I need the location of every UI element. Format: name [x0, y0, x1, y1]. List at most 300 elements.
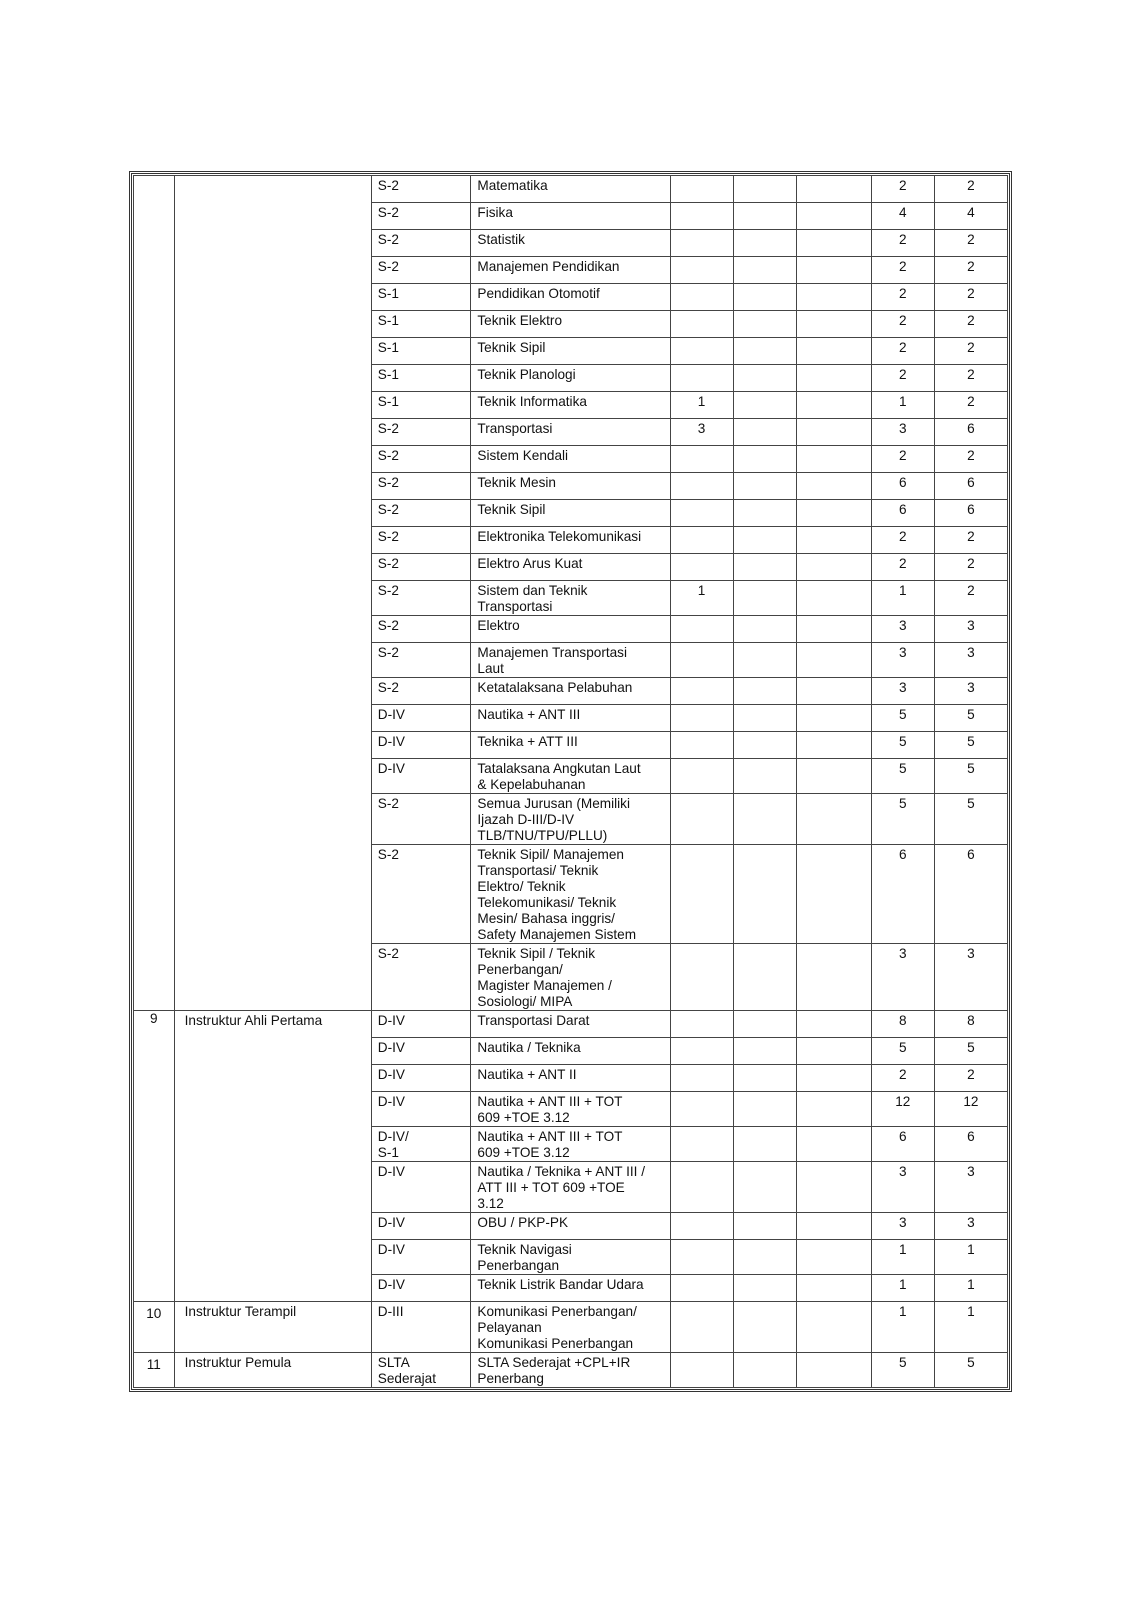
cell-total: [934, 1011, 1007, 1038]
cell-count-2: [733, 581, 796, 616]
cell-text: Instruktur Terampil: [184, 1304, 297, 1319]
cell-count-1: [670, 1038, 733, 1065]
cell-count-1: [670, 1127, 733, 1162]
cell-count-2: [733, 1038, 796, 1065]
cell-count-3: [796, 203, 871, 230]
cell-text: 3: [899, 946, 907, 961]
cell-count-2: [733, 1065, 796, 1092]
cell-education-level: [371, 311, 471, 338]
cell-major: [471, 1353, 670, 1388]
cell-total: [934, 203, 1007, 230]
cell-text: Manajemen Pendidikan: [477, 259, 620, 274]
cell-total: [934, 1127, 1007, 1162]
cell-major: [471, 419, 670, 446]
cell-text: 1: [899, 1277, 907, 1292]
cell-count-3: [796, 794, 871, 845]
cell-count-1: [670, 1213, 733, 1240]
cell-count-3: [796, 732, 871, 759]
cell-text: 2: [899, 340, 907, 355]
cell-text: 2: [967, 448, 975, 463]
cell-count-2: [733, 311, 796, 338]
cell-count-2: [733, 705, 796, 732]
cell-total: [934, 419, 1007, 446]
table-row: [134, 176, 1008, 203]
cell-total: [934, 759, 1007, 794]
cell-text: SLTA Sederajat: [377, 1355, 436, 1386]
cell-count-3: [796, 446, 871, 473]
cell-education-level: [371, 500, 471, 527]
cell-count-2: [733, 678, 796, 705]
cell-text: Semua Jurusan (Memiliki Ijazah D-III/D-IV TLB/TNU/TPU/PLLU): [477, 796, 630, 843]
cell-text: 1: [967, 1242, 975, 1257]
cell-total: [934, 554, 1007, 581]
cell-text: D-IV: [377, 1242, 405, 1257]
cell-count-4: [871, 176, 934, 203]
cell-count-1: [670, 176, 733, 203]
cell-text: 2: [899, 313, 907, 328]
cell-count-2: [733, 1302, 796, 1353]
cell-education-level: [371, 284, 471, 311]
cell-count-3: [796, 705, 871, 732]
cell-count-4: [871, 705, 934, 732]
cell-count-2: [733, 392, 796, 419]
cell-count-3: [796, 944, 871, 1011]
cell-text: 4: [899, 205, 907, 220]
cell-count-2: [733, 794, 796, 845]
cell-text: Transportasi Darat: [477, 1013, 590, 1028]
cell-count-4: [871, 257, 934, 284]
cell-total: [934, 643, 1007, 678]
cell-major: [471, 1011, 670, 1038]
cell-count-2: [733, 338, 796, 365]
table-row: [134, 1302, 1008, 1353]
cell-text: 1: [899, 1304, 907, 1319]
cell-count-4: [871, 1065, 934, 1092]
cell-text: D-IV: [377, 707, 405, 722]
cell-count-3: [796, 1065, 871, 1092]
cell-text: Nautika + ANT III + TOT 609 +TOE 3.12: [477, 1129, 623, 1160]
cell-text: 6: [899, 847, 907, 862]
cell-education-level: [371, 203, 471, 230]
cell-major: [471, 1275, 670, 1302]
cell-text: 8: [967, 1013, 975, 1028]
table-row: [134, 1011, 1008, 1038]
cell-text: 3: [899, 680, 907, 695]
cell-major: [471, 554, 670, 581]
cell-count-4: [871, 1275, 934, 1302]
cell-total: [934, 845, 1007, 944]
cell-text: 2: [967, 340, 975, 355]
cell-text: 2: [967, 286, 975, 301]
cell-text: Tatalaksana Angkutan Laut & Kepelabuhanan: [477, 761, 641, 792]
cell-text: 1: [899, 1242, 907, 1257]
cell-total: [934, 1240, 1007, 1275]
cell-text: 2: [899, 232, 907, 247]
cell-count-3: [796, 616, 871, 643]
cell-count-4: [871, 616, 934, 643]
cell-text: 5: [899, 761, 907, 776]
cell-education-level: [371, 678, 471, 705]
cell-text: 5: [899, 796, 907, 811]
cell-total: [934, 473, 1007, 500]
cell-total: [934, 311, 1007, 338]
cell-number: [134, 176, 175, 1011]
cell-count-4: [871, 554, 934, 581]
cell-count-2: [733, 1162, 796, 1213]
cell-education-level: [371, 1092, 471, 1127]
cell-text: Teknik Sipil: [477, 340, 546, 355]
cell-text: Statistik: [477, 232, 525, 247]
cell-count-2: [733, 944, 796, 1011]
cell-text: 6: [967, 502, 975, 517]
cell-education-level: [371, 446, 471, 473]
cell-major: [471, 732, 670, 759]
cell-count-2: [733, 1092, 796, 1127]
cell-count-3: [796, 419, 871, 446]
cell-count-2: [733, 257, 796, 284]
cell-count-3: [796, 1353, 871, 1388]
cell-major: [471, 794, 670, 845]
cell-text: 2: [899, 286, 907, 301]
cell-education-level: [371, 1065, 471, 1092]
cell-text: 5: [967, 796, 975, 811]
cell-text: Teknik Planologi: [477, 367, 576, 382]
table-row: [134, 1353, 1008, 1388]
cell-count-4: [871, 419, 934, 446]
cell-text: 3: [967, 1215, 975, 1230]
cell-text: 5: [899, 734, 907, 749]
cell-text: Elektronika Telekomunikasi: [477, 529, 642, 544]
cell-count-4: [871, 527, 934, 554]
cell-education-level: [371, 1240, 471, 1275]
cell-count-2: [733, 176, 796, 203]
cell-education-level: [371, 365, 471, 392]
cell-text: 3: [967, 1164, 975, 1179]
cell-count-1: [670, 1162, 733, 1213]
cell-education-level: [371, 643, 471, 678]
cell-total: [934, 1302, 1007, 1353]
cell-major: [471, 284, 670, 311]
cell-education-level: [371, 581, 471, 616]
cell-count-2: [733, 1011, 796, 1038]
cell-education-level: [371, 176, 471, 203]
cell-total: [934, 616, 1007, 643]
cell-major: [471, 446, 670, 473]
cell-major: [471, 1302, 670, 1353]
cell-count-1: [670, 473, 733, 500]
cell-major: [471, 311, 670, 338]
cell-major: [471, 527, 670, 554]
cell-position: [174, 1302, 371, 1353]
cell-text: D-IV: [377, 1215, 405, 1230]
cell-text: 5: [967, 761, 975, 776]
cell-count-1: [670, 527, 733, 554]
cell-text: Ketatalaksana Pelabuhan: [477, 680, 633, 695]
cell-text: S-2: [377, 583, 399, 598]
cell-education-level: [371, 794, 471, 845]
cell-text: 1: [899, 394, 907, 409]
cell-text: 2: [967, 394, 975, 409]
cell-total: [934, 944, 1007, 1011]
cell-total: [934, 732, 1007, 759]
cell-text: S-2: [377, 847, 399, 862]
cell-education-level: [371, 338, 471, 365]
cell-education-level: [371, 1038, 471, 1065]
cell-count-4: [871, 1092, 934, 1127]
cell-count-4: [871, 284, 934, 311]
cell-text: D-IV: [377, 1013, 405, 1028]
cell-major: [471, 1162, 670, 1213]
cell-total: [934, 284, 1007, 311]
cell-count-4: [871, 446, 934, 473]
cell-count-2: [733, 1275, 796, 1302]
cell-count-1: [670, 419, 733, 446]
cell-count-1: [670, 554, 733, 581]
cell-count-1: [670, 705, 733, 732]
cell-major: [471, 257, 670, 284]
cell-major: [471, 845, 670, 944]
cell-text: Instruktur Pemula: [184, 1355, 292, 1370]
cell-education-level: [371, 705, 471, 732]
cell-text: Nautika + ANT III: [477, 707, 581, 722]
cell-text: 2: [967, 556, 975, 571]
cell-major: [471, 176, 670, 203]
cell-major: [471, 1092, 670, 1127]
cell-text: 6: [967, 847, 975, 862]
cell-text: 2: [899, 529, 907, 544]
cell-text: 5: [967, 1040, 975, 1055]
cell-text: D-IV/ S-1: [377, 1129, 409, 1160]
cell-total: [934, 1038, 1007, 1065]
cell-text: D-IV: [377, 1277, 405, 1292]
cell-major: [471, 1127, 670, 1162]
cell-count-1: [670, 732, 733, 759]
cell-text: 3: [899, 618, 907, 633]
cell-total: [934, 230, 1007, 257]
cell-count-4: [871, 1240, 934, 1275]
cell-text: 5: [967, 1355, 975, 1370]
cell-text: 6: [899, 475, 907, 490]
cell-education-level: [371, 759, 471, 794]
cell-count-1: [670, 944, 733, 1011]
cell-count-4: [871, 473, 934, 500]
cell-total: [934, 678, 1007, 705]
cell-text: Matematika: [477, 178, 548, 193]
cell-text: S-2: [377, 946, 399, 961]
cell-count-2: [733, 230, 796, 257]
cell-total: [934, 1162, 1007, 1213]
cell-text: 12: [963, 1094, 979, 1109]
cell-text: Manajemen Transportasi Laut: [477, 645, 627, 676]
cell-text: 3: [967, 645, 975, 660]
cell-major: [471, 338, 670, 365]
cell-count-4: [871, 759, 934, 794]
cell-text: 2: [967, 583, 975, 598]
cell-count-1: [670, 1011, 733, 1038]
cell-text: S-2: [377, 178, 399, 193]
cell-count-4: [871, 311, 934, 338]
cell-text: 3: [899, 645, 907, 660]
cell-text: Teknik Sipil / Teknik Penerbangan/ Magister Manajemen / Sosiologi/ MIPA: [477, 946, 612, 1009]
cell-count-4: [871, 1162, 934, 1213]
cell-text: 2: [967, 529, 975, 544]
cell-count-3: [796, 230, 871, 257]
cell-major: [471, 473, 670, 500]
cell-text: Elektro: [477, 618, 520, 633]
cell-text: 6: [967, 421, 975, 436]
cell-text: S-2: [377, 259, 399, 274]
cell-count-4: [871, 392, 934, 419]
cell-count-3: [796, 1275, 871, 1302]
cell-count-1: [670, 284, 733, 311]
cell-text: 5: [899, 1355, 907, 1370]
cell-major: [471, 203, 670, 230]
cell-count-3: [796, 678, 871, 705]
cell-text: 3: [967, 618, 975, 633]
cell-education-level: [371, 1213, 471, 1240]
cell-text: S-1: [377, 340, 399, 355]
cell-text: Teknik Sipil/ Manajemen Transportasi/ Teknik Elektro/ Teknik Telekomunikasi/ Teknik Mesin/ Bahasa inggris/ Safety Manajemen Sistem: [477, 847, 637, 942]
cell-text: Elektro Arus Kuat: [477, 556, 583, 571]
cell-count-2: [733, 616, 796, 643]
cell-count-1: [670, 616, 733, 643]
cell-count-4: [871, 230, 934, 257]
cell-text: 9: [150, 1011, 158, 1026]
table-body: [134, 176, 1008, 1388]
cell-total: [934, 338, 1007, 365]
cell-count-2: [733, 365, 796, 392]
cell-text: Teknik Mesin: [477, 475, 556, 490]
cell-count-4: [871, 845, 934, 944]
cell-total: [934, 500, 1007, 527]
cell-text: 2: [967, 259, 975, 274]
cell-total: [934, 1065, 1007, 1092]
cell-text: S-1: [377, 394, 399, 409]
cell-count-1: [670, 311, 733, 338]
cell-count-3: [796, 1302, 871, 1353]
cell-count-4: [871, 1011, 934, 1038]
cell-count-1: [670, 338, 733, 365]
cell-number: [134, 1353, 175, 1388]
cell-count-4: [871, 794, 934, 845]
cell-major: [471, 1065, 670, 1092]
cell-major: [471, 230, 670, 257]
cell-count-1: [670, 1353, 733, 1388]
cell-count-1: [670, 1092, 733, 1127]
cell-count-2: [733, 643, 796, 678]
cell-text: 3: [967, 680, 975, 695]
cell-major: [471, 643, 670, 678]
document-table-frame: [129, 171, 1012, 1392]
cell-major: [471, 581, 670, 616]
cell-major: [471, 1240, 670, 1275]
cell-total: [934, 176, 1007, 203]
cell-count-2: [733, 203, 796, 230]
cell-count-3: [796, 284, 871, 311]
cell-count-4: [871, 1213, 934, 1240]
cell-count-1: [670, 446, 733, 473]
cell-text: Fisika: [477, 205, 513, 220]
cell-text: Teknik Sipil: [477, 502, 546, 517]
cell-total: [934, 1213, 1007, 1240]
cell-text: 4: [967, 205, 975, 220]
cell-count-4: [871, 581, 934, 616]
cell-count-2: [733, 554, 796, 581]
cell-count-3: [796, 1240, 871, 1275]
cell-education-level: [371, 1275, 471, 1302]
cell-text: Komunikasi Penerbangan/ Pelayanan Komunikasi Penerbangan: [477, 1304, 637, 1351]
cell-text: Nautika / Teknika: [477, 1040, 581, 1055]
cell-text: 2: [967, 232, 975, 247]
cell-count-3: [796, 1213, 871, 1240]
cell-text: D-IV: [377, 1094, 405, 1109]
cell-text: Teknik Informatika: [477, 394, 587, 409]
cell-text: Teknik Elektro: [477, 313, 563, 328]
cell-text: S-2: [377, 680, 399, 695]
cell-text: S-2: [377, 205, 399, 220]
cell-text: 5: [899, 707, 907, 722]
cell-education-level: [371, 392, 471, 419]
cell-text: D-IV: [377, 1040, 405, 1055]
cell-text: 1: [697, 394, 706, 409]
cell-text: S-2: [377, 645, 399, 660]
cell-text: 6: [967, 1129, 975, 1144]
cell-text: 12: [895, 1094, 911, 1109]
cell-number: [134, 1302, 175, 1353]
cell-count-3: [796, 1127, 871, 1162]
cell-count-1: [670, 1302, 733, 1353]
cell-count-3: [796, 554, 871, 581]
cell-count-2: [733, 1213, 796, 1240]
cell-total: [934, 527, 1007, 554]
cell-text: 2: [967, 367, 975, 382]
cell-total: [934, 794, 1007, 845]
cell-position: [174, 1011, 371, 1302]
cell-education-level: [371, 1162, 471, 1213]
cell-count-1: [670, 678, 733, 705]
cell-position: [174, 1353, 371, 1388]
cell-education-level: [371, 732, 471, 759]
cell-text: 5: [899, 1040, 907, 1055]
cell-count-1: [670, 1275, 733, 1302]
cell-education-level: [371, 230, 471, 257]
cell-text: S-2: [377, 529, 399, 544]
cell-count-4: [871, 1302, 934, 1353]
cell-count-2: [733, 446, 796, 473]
cell-count-3: [796, 1011, 871, 1038]
formation-table: [133, 175, 1008, 1388]
cell-total: [934, 1092, 1007, 1127]
cell-count-2: [733, 500, 796, 527]
cell-text: Nautika + ANT III + TOT 609 +TOE 3.12: [477, 1094, 623, 1125]
cell-count-3: [796, 338, 871, 365]
cell-text: D-IV: [377, 1067, 405, 1082]
cell-text: Sistem dan Teknik Transportasi: [477, 583, 588, 614]
cell-text: 10: [146, 1306, 162, 1321]
cell-text: S-2: [377, 232, 399, 247]
cell-text: 1: [697, 583, 706, 598]
cell-count-4: [871, 1353, 934, 1388]
cell-text: SLTA Sederajat +CPL+IR Penerbang: [477, 1355, 631, 1386]
cell-total: [934, 392, 1007, 419]
cell-position: [174, 176, 371, 1011]
cell-text: 3: [697, 421, 706, 436]
cell-total: [934, 446, 1007, 473]
cell-count-3: [796, 643, 871, 678]
cell-count-3: [796, 845, 871, 944]
cell-text: S-2: [377, 448, 399, 463]
cell-text: Pendidikan Otomotif: [477, 286, 600, 301]
